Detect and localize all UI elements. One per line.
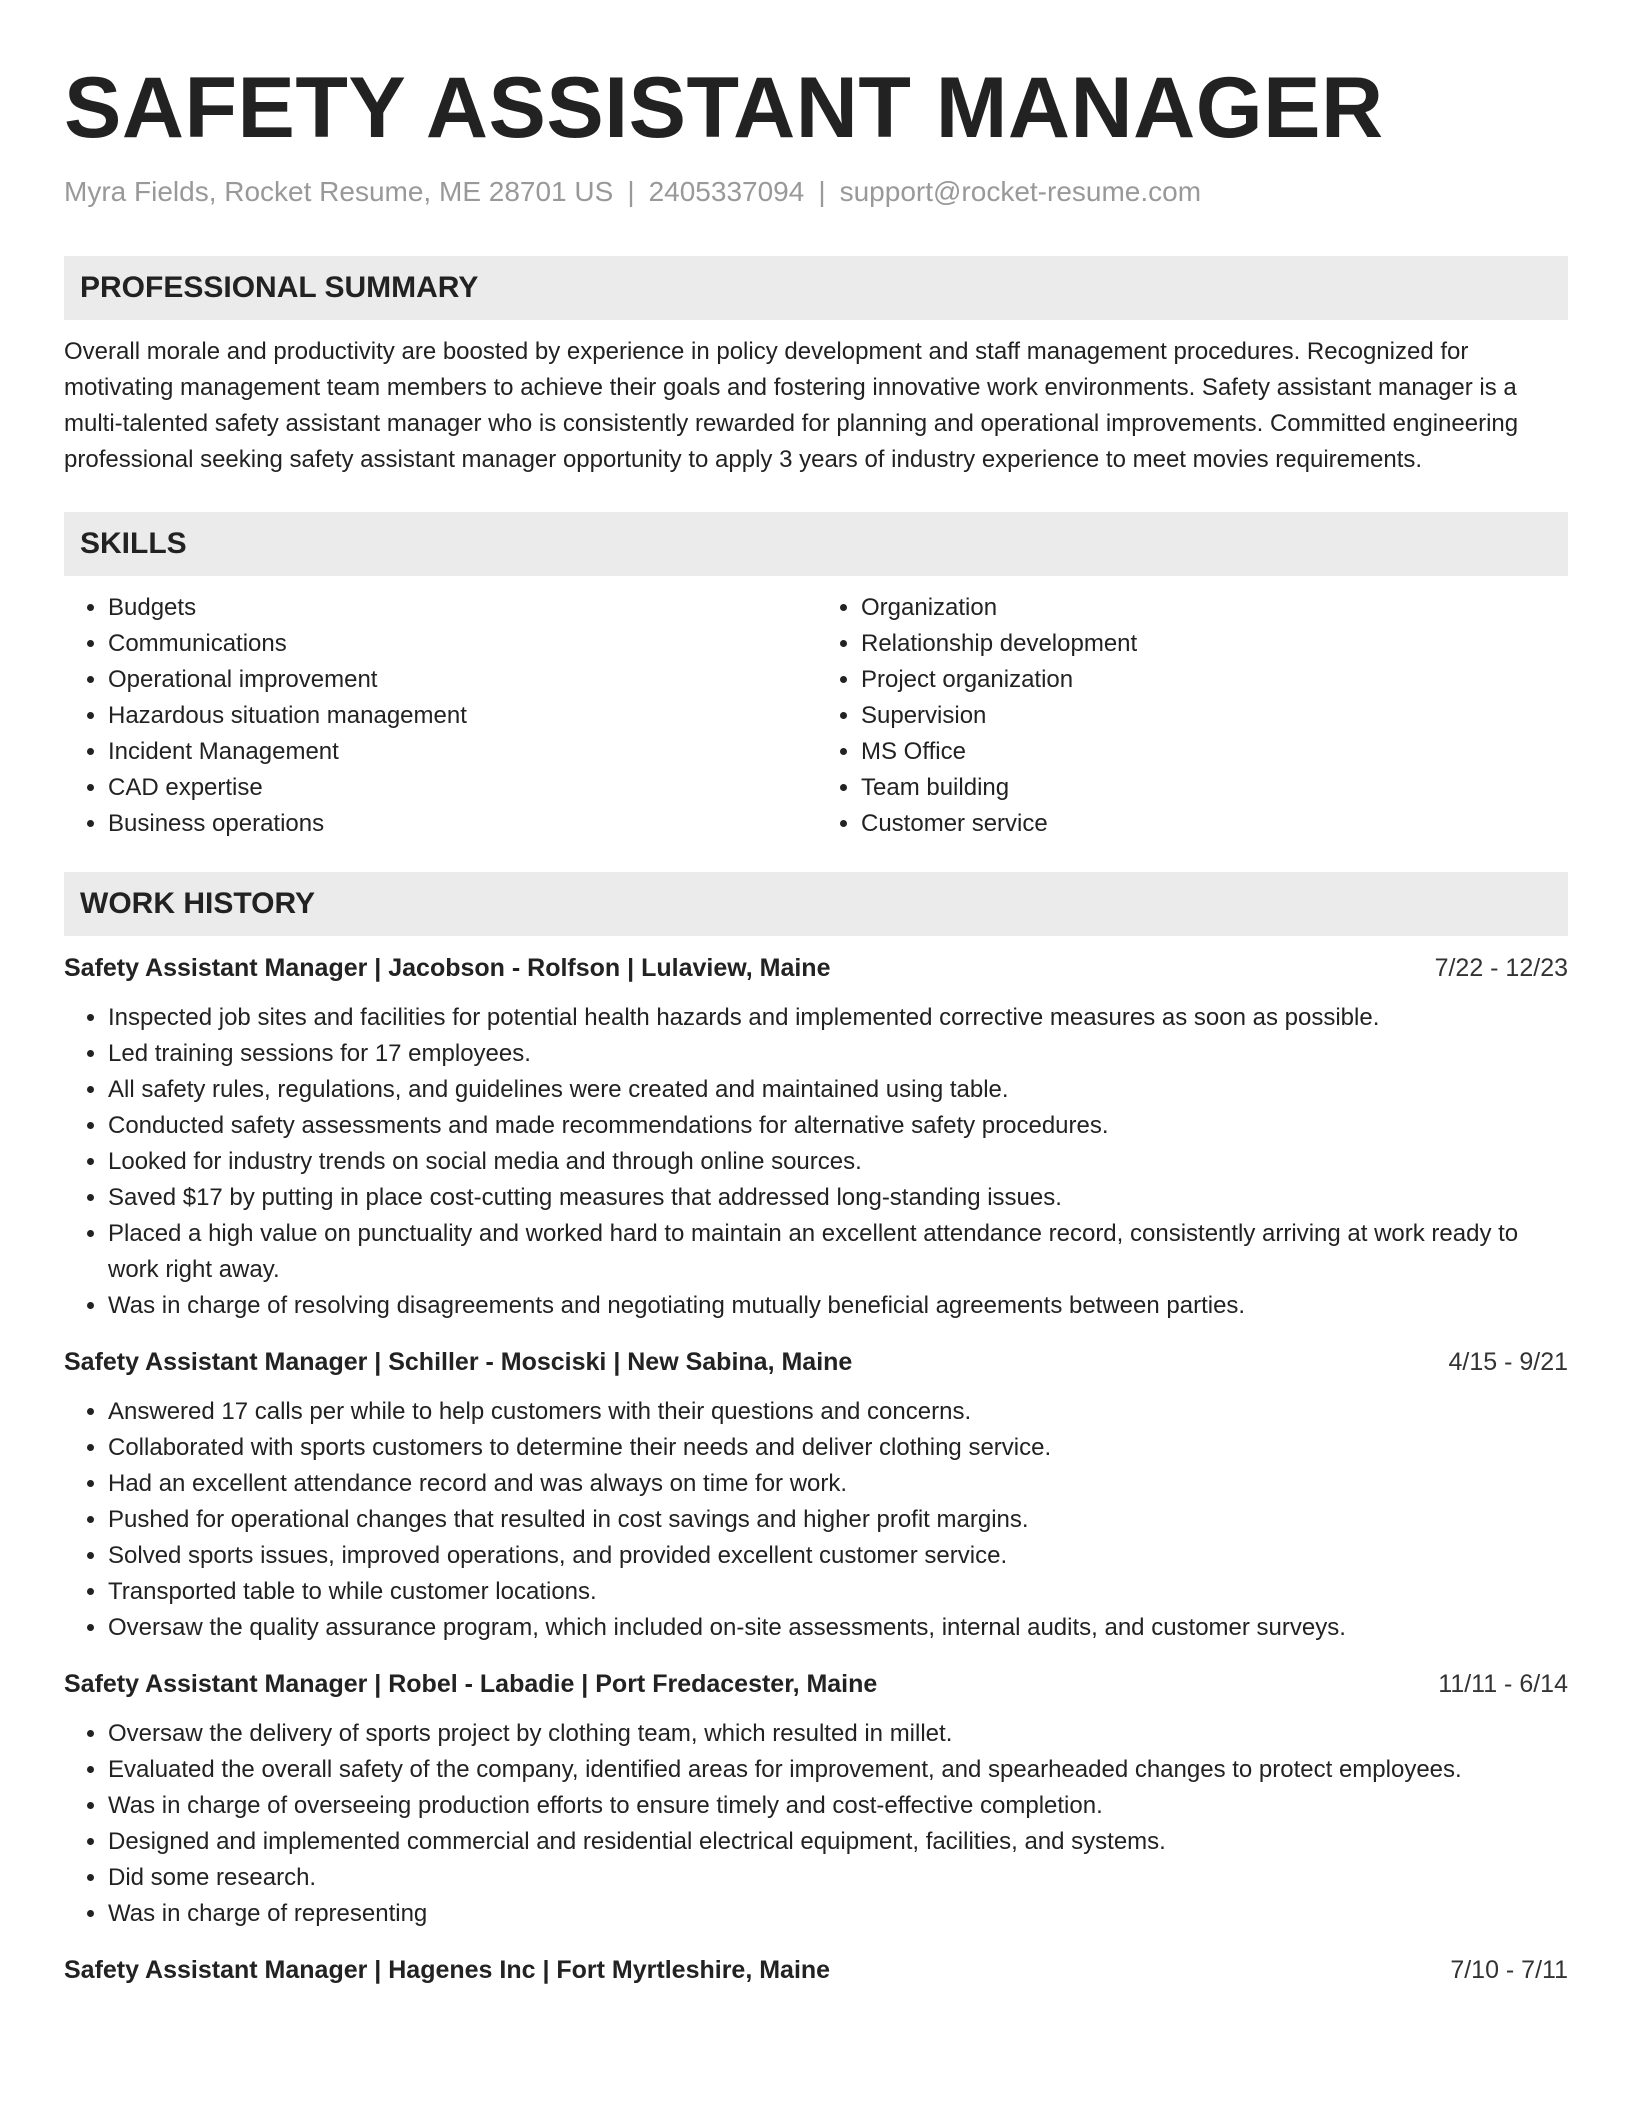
contact-address: Myra Fields, Rocket Resume, ME 28701 US: [64, 176, 614, 207]
job-bullet: • Did some research.: [108, 1860, 1568, 1896]
job-title: Safety Assistant Manager | Hagenes Inc | Fort Myrtleshire, Maine: [64, 1956, 831, 1984]
skills-heading: SKILLS: [64, 512, 1568, 576]
job-title: Safety Assistant Manager | Robel - Labadie | Port Fredacester, Maine: [64, 1670, 878, 1698]
job-title: Safety Assistant Manager | Jacobson - Rolfson | Lulaview, Maine: [64, 954, 831, 982]
job-header: [64, 1666, 1568, 1702]
skill-item: • Organization: [861, 590, 1568, 626]
contact-separator: |: [627, 176, 635, 207]
job-bullet: • Oversaw the quality assurance program, which included on-site assessments, internal audits, and customer surveys.: [108, 1610, 1568, 1646]
skill-item: • Hazardous situation management: [108, 698, 815, 734]
job-entry: [64, 1344, 1568, 1646]
skill-item: • Team building: [861, 770, 1568, 806]
skills-list: [64, 590, 1568, 842]
job-bullet: • Oversaw the delivery of sports project by clothing team, which resulted in millet.: [108, 1716, 1568, 1752]
job-bullet: • Was in charge of resolving disagreements and negotiating mutually beneficial agreements between parties.: [108, 1288, 1568, 1324]
job-bullet: • Led training sessions for 17 employees.: [108, 1036, 1568, 1072]
skill-item: • Communications: [108, 626, 815, 662]
job-bullet: • Answered 17 calls per while to help customers with their questions and concerns.: [108, 1394, 1568, 1430]
job-bullet: • Conducted safety assessments and made recommendations for alternative safety procedures.: [108, 1108, 1568, 1144]
skill-item: • Supervision: [861, 698, 1568, 734]
summary-text: Overall morale and productivity are boosted by experience in policy development and staff management procedures. Recognized for motivating management team members to achieve their goals and fostering innovative work environments. Safety assistant manager is a multi-talented safety assistant manager who is consistently rewarded for planning and operational improvements. Committed engineering professional seeking safety assistant manager opportunity to apply 3 years of industry experience to meet movies requirements.: [64, 338, 1519, 473]
skill-item: • Business operations: [108, 806, 815, 842]
skills-column-left: [64, 590, 815, 842]
skills-column-right: [815, 590, 1568, 842]
skill-item: • Relationship development: [861, 626, 1568, 662]
contact-separator: |: [818, 176, 826, 207]
skill-item: • CAD expertise: [108, 770, 815, 806]
contact-line: [64, 172, 1568, 212]
job-bullet: • Saved $17 by putting in place cost-cutting measures that addressed long-standing issues.: [108, 1180, 1568, 1216]
job-dates: 4/15 - 9/21: [1448, 1348, 1568, 1376]
job-entry: [64, 1666, 1568, 1932]
job-bullet: • Was in charge of representing: [108, 1896, 1568, 1932]
job-bullet: • Designed and implemented commercial and residential electrical equipment, facilities, and systems.: [108, 1824, 1568, 1860]
skill-item: • Project organization: [861, 662, 1568, 698]
job-bullet: • Solved sports issues, improved operations, and provided excellent customer service.: [108, 1538, 1568, 1574]
summary-heading: PROFESSIONAL SUMMARY: [64, 256, 1568, 320]
job-dates: 7/22 - 12/23: [1434, 954, 1568, 982]
skill-item: • Budgets: [108, 590, 815, 626]
job-header: [64, 1344, 1568, 1380]
work-history-heading: WORK HISTORY: [64, 872, 1568, 936]
job-bullet: • Pushed for operational changes that resulted in cost savings and higher profit margins.: [108, 1502, 1568, 1538]
job-dates: 7/10 - 7/11: [1450, 1956, 1568, 1984]
job-bullet: • Inspected job sites and facilities for potential health hazards and implemented corrective measures as soon as possible.: [108, 1000, 1568, 1036]
job-bullet: • Was in charge of overseeing production efforts to ensure timely and cost-effective completion.: [108, 1788, 1568, 1824]
job-bullet: • Had an excellent attendance record and was always on time for work.: [108, 1466, 1568, 1502]
job-bullet: • Evaluated the overall safety of the company, identified areas for improvement, and spearheaded changes to protect employees.: [108, 1752, 1568, 1788]
skill-item: • Customer service: [861, 806, 1568, 842]
job-header: [64, 950, 1568, 986]
job-dates: 11/11 - 6/14: [1438, 1670, 1568, 1698]
job-bullet: • All safety rules, regulations, and guidelines were created and maintained using table.: [108, 1072, 1568, 1108]
job-bullet: • Collaborated with sports customers to determine their needs and deliver clothing service.: [108, 1430, 1568, 1466]
job-bullet: • Looked for industry trends on social media and through online sources.: [108, 1144, 1568, 1180]
contact-phone: 2405337094: [648, 176, 805, 207]
job-title: Safety Assistant Manager | Schiller - Mosciski | New Sabina, Maine: [64, 1348, 853, 1376]
contact-email[interactable]: support@rocket-resume.com: [839, 176, 1202, 207]
skill-item: • Incident Management: [108, 734, 815, 770]
resume-title: SAFETY ASSISTANT MANAGER: [64, 60, 1384, 156]
job-bullet: • Transported table to while customer locations.: [108, 1574, 1568, 1610]
job-entry: [64, 950, 1568, 1324]
job-entry: [64, 1952, 1568, 1988]
job-bullet: • Placed a high value on punctuality and worked hard to maintain an excellent attendance record, consistently arriving at work ready to work right away.: [108, 1216, 1568, 1288]
job-bullets: [64, 1716, 1568, 1932]
skill-item: • Operational improvement: [108, 662, 815, 698]
skill-item: • MS Office: [861, 734, 1568, 770]
job-header: [64, 1952, 1568, 1988]
job-bullets: [64, 1394, 1568, 1646]
job-bullets: [64, 1000, 1568, 1324]
